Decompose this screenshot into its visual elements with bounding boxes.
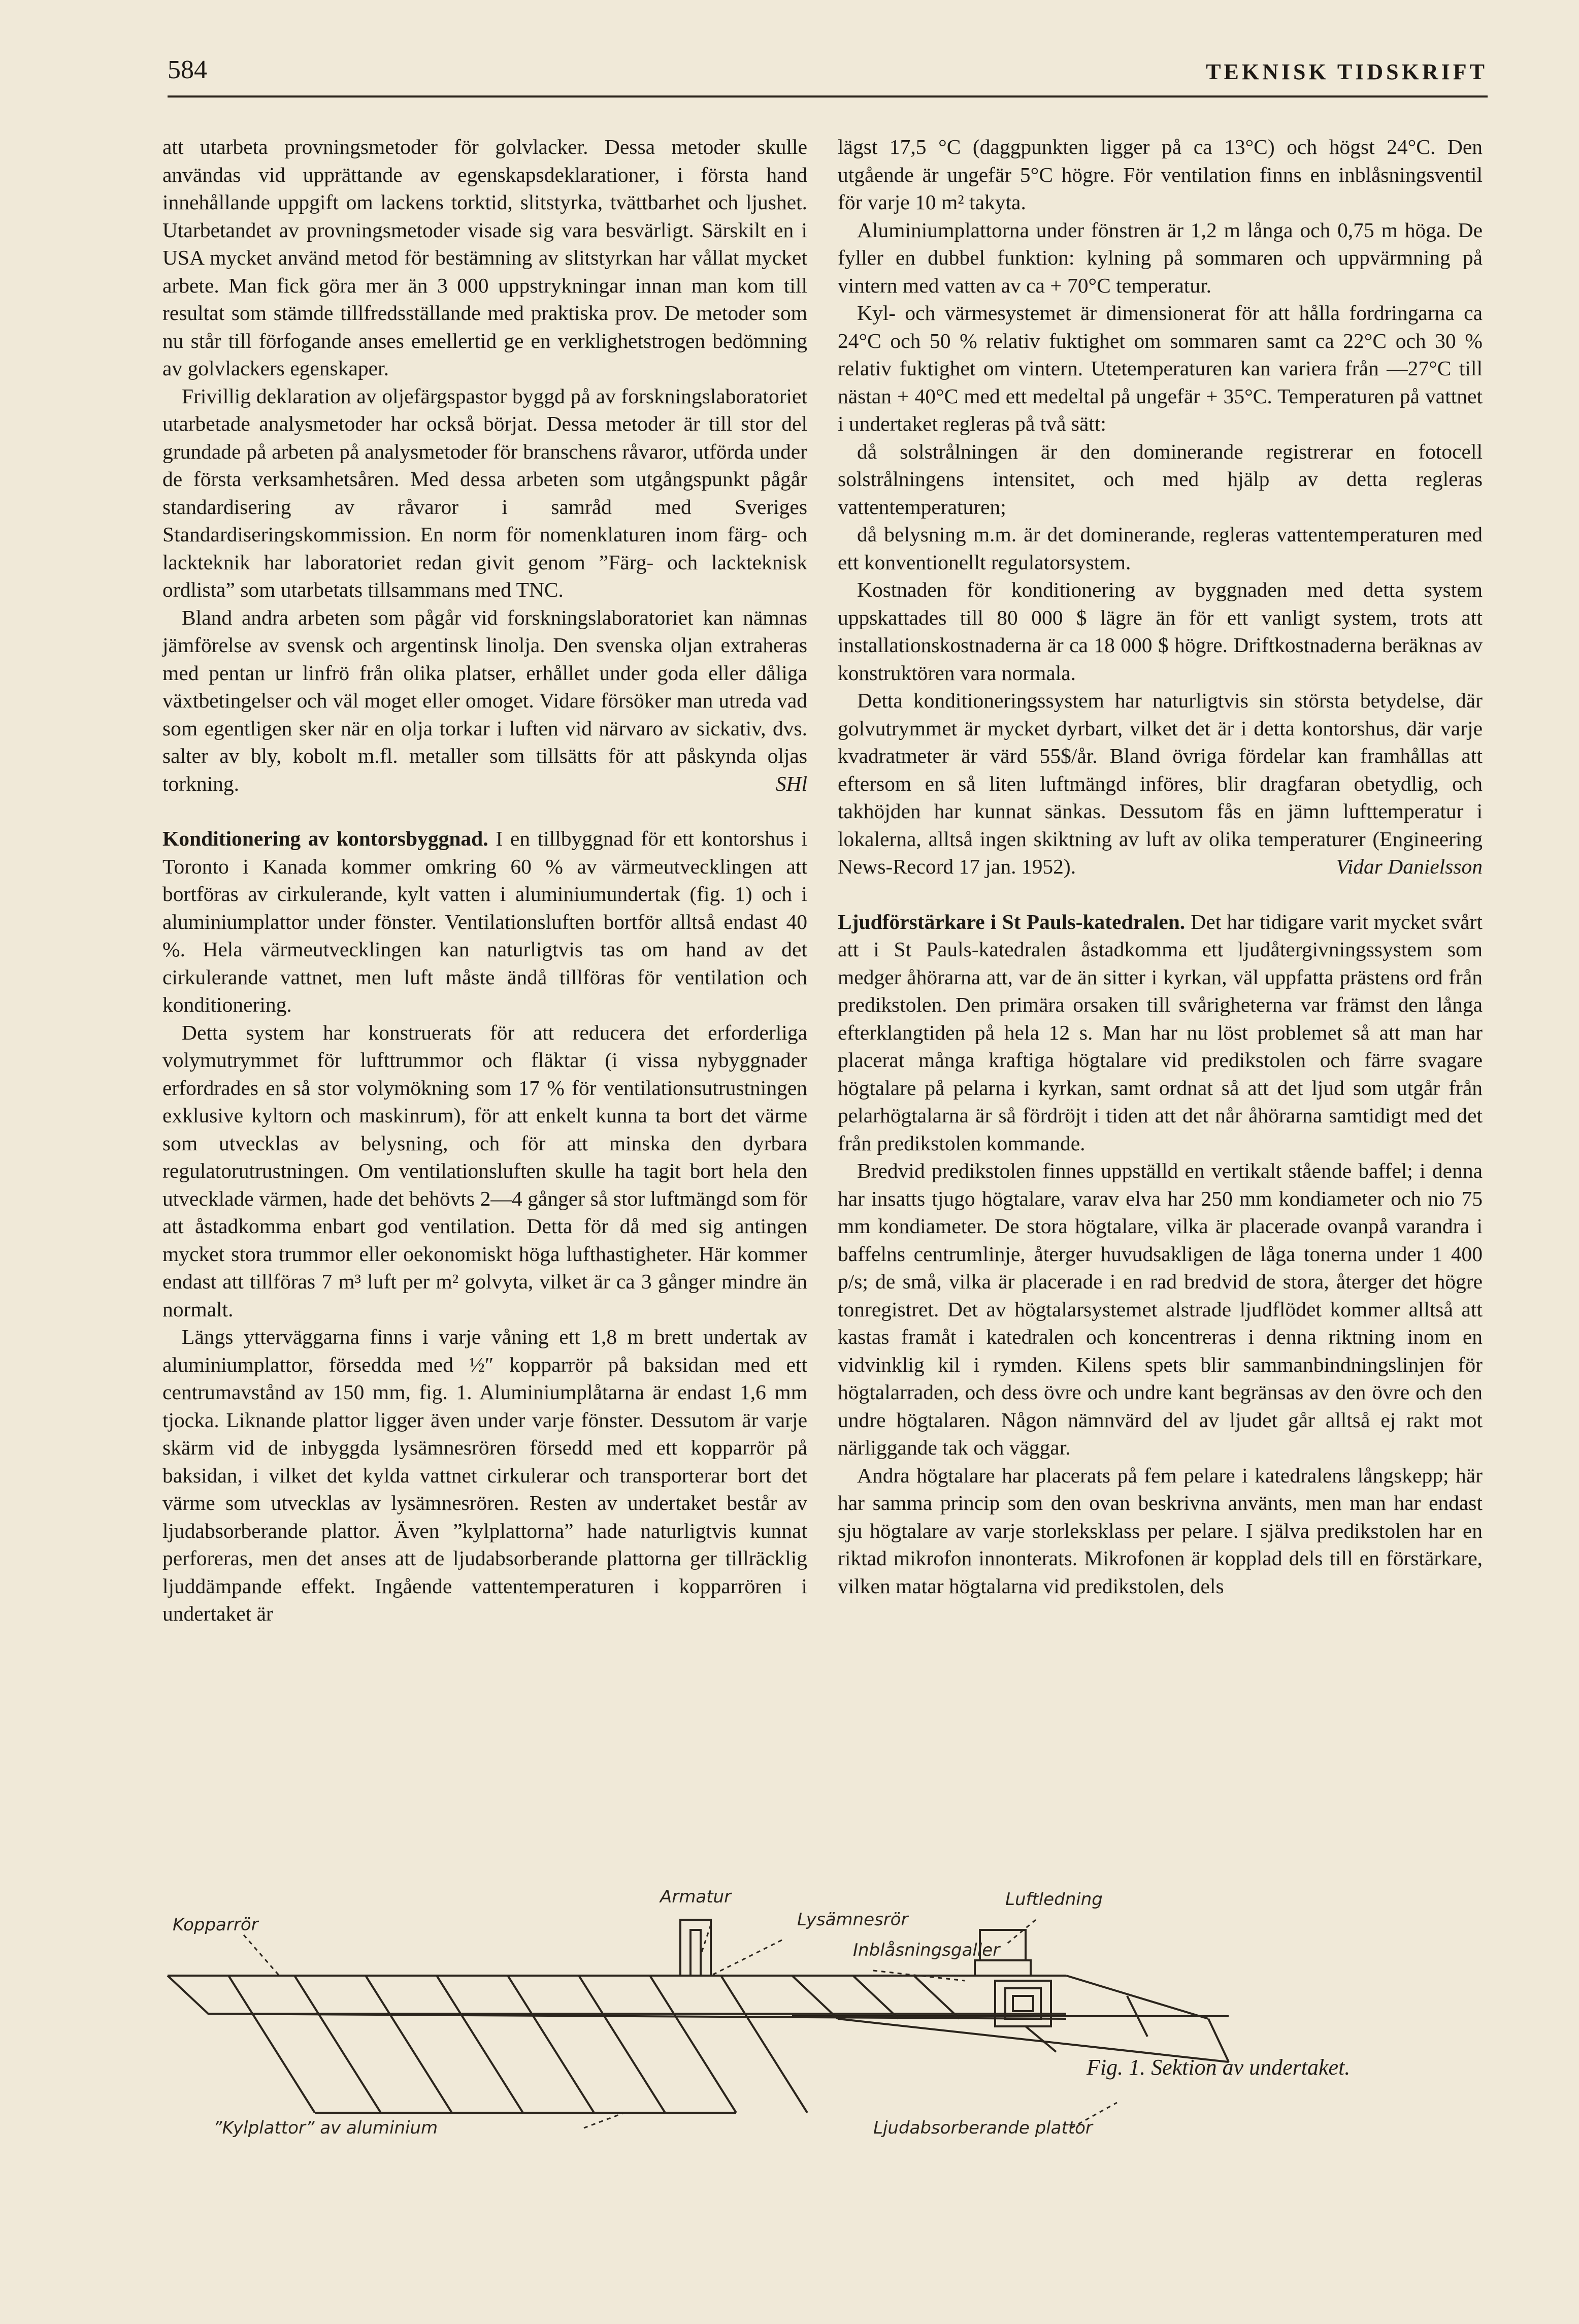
paragraph: då solstrålningen är den dominerande registrerar en fotocell solstrålningens intensitet, och med hjälp av detta regleras vattentemperaturen; [838, 439, 1483, 519]
label-kopparror: Kopparrör [173, 1915, 258, 1935]
paragraph: Kostnaden för konditionering av byggnaden med detta system uppskattades till 80 000 $ lägre än för ett vanligt system, trots att installationskostnaderna är ca 18 000 $ högre. Driftkostnaderna beräknas av konstruktören vara normala. [838, 578, 1483, 685]
section-konditionering [162, 825, 807, 1019]
label-kylplattor: ”Kylplattor” av aluminium [213, 2118, 438, 2138]
paragraph-text: Bland andra arbeten som pågår vid forskningslaboratoriet kan nämnas jämförelse av svensk och argentinsk linolja. Den svenska oljan extraheras med pentan ur linfrö från olika platser, erhållet under goda eller dåliga växtbetingelser och väl moget eller omoget. Vidare försöker man utreda vad som egentligen sker när en olja torkar i luften vid närvaro av sickativ, dvs. salter av bly, kobolt m.fl. metaller som tillsätts för att påskynda oljas torkning. [162, 605, 807, 795]
paragraph [838, 687, 1483, 881]
paragraph: att utarbeta provningsmetoder för golvlacker. Dessa metoder skulle användas vid upprättande av egenskapsdeklarationer, i första hand innehållande uppgift om lackens torktid, slitstyrka, tvättbarhet och ljushet. Utarbetandet av provningsmetoder visade sig vara besvärligt. Särskilt en i USA mycket använd metod för bestämning av slitstyrkan har vållat mycket arbete. Man fick göra mer än 3 000 uppstrykningar innan man kom till resultat som stämde tillfredsställande med praktiska prov. De metoder som nu står till förfogande anses emellertid ge en verklighetstrogen bedömning av golvlackers egenskaper. [162, 135, 807, 380]
paragraph: Längs ytterväggarna finns i varje våning ett 1,8 m brett undertak av aluminiumplattor, försedda med ½″ kopparrör på baksidan med ett centrumavstånd av 150 mm, fig. 1. Aluminiumplåtarna är endast 1,6 mm tjocka. Liknande plattor ligger även under varje fönster. Dessutom är varje skärm vid de inbyggda lysämnesrören försedd med ett kopparrör på baksidan, i vilket det kylda vattnet cirkulerar och transporterar bort det värme som utvecklas av lysämnesrören. Resten av undertaket består av ljudabsorberande plattor. Även ”kylplattorna” hade naturligtvis kunnat perforeras, men det anses att de ljudabsorberande plattorna ger tillräcklig ljuddämpande effekt. Ingående vattentemperaturen i kopparrören i undertaket är [162, 1325, 807, 1625]
paragraph: Frivillig deklaration av oljefärgspastor byggd på av forskningslaboratoriet utarbetade analysmetoder har också börjat. Dessa metoder är till stor del grundade på arbeten på analysmetoder för branschens råvaror, utförda under de första verksamhetsåren. Med dessa arbeten som utgångspunkt pågår standardisering av råvaror i samråd med Sveriges Standardiseringskommission. En norm för nomenklaturen inom färg- och lackteknik har laboratoriet redan givit genom ”Färg- och lackteknisk ordlista” som utarbetats tillsammans med TNC. [162, 384, 807, 601]
paragraph: Kyl- och värmesystemet är dimensionerat för att hålla fordringarna ca 24°C och 50 % relativ fuktighet om sommaren samt ca 22°C och 30 % relativ fuktighet om vintern. Utetemperaturen kan variera från —27°C till nästan + 40°C med ett medeltal på ungefär + 35°C. Temperaturen på vattnet i undertaket regleras på två sätt: [838, 301, 1483, 435]
author-signature: Vidar Danielsson [1336, 855, 1483, 878]
figure-ceiling-section [162, 1887, 1523, 2153]
page-number: 584 [168, 55, 207, 84]
label-ljudabsorberande: Ljudabsorberande plattor [873, 2118, 1093, 2138]
paragraph-text: I en tillbyggnad för ett kontorshus i Toronto i Kanada kommer omkring 60 % av värmeutvecklingen att bortföras av cirkulerande, kylt vatten i aluminiumundertak (fig. 1) och i aluminiumplattor under fönster. Ventilationsluften bortför alltså endast 40 %. Hela värmeutvecklingen kan naturligtvis tas om hand av det cirkulerande vattnet, men luft måste ändå tillföras för ventilation och konditionering. [162, 827, 807, 1016]
paragraph: Detta system har konstruerats för att reducera det erforderliga volymutrymmet för lufttrummor och fläktar (i vissa nybyggnader erfordrades en så stor volymökning som 17 % för ventilationsutrustningen exklusive kyltorn och maskinrum), för att enkelt kunna ta bort det värme som utvecklas av belysning, och för att minska den dyrbara regulatorutrustningen. Om ventilationsluften skulle ha tagit bort hela den utvecklade värmen, hade det behövts 2—4 gånger så stor luftmängd som för att åstadkomma enbart god ventilation. Detta för då med sig antingen mycket stora trummor eller oekonomiskt höga lufthastigheter. Här kommer endast att tillföras 7 m³ luft per m² golvyta, vilket är ca 3 gånger mindre än normalt. [162, 1020, 807, 1321]
section-heading: Ljudförstärkare i St Pauls-katedralen. [838, 910, 1186, 933]
paragraph-text: Detta konditioneringssystem har naturligtvis sin största betydelse, där golvutrymmet är mycket dyrbart, vilket det är i detta kontorshus, där varje kvadratmeter är värd 55$/år. Bland övriga fördelar kan framhållas att eftersom en så liten luftmängd införes, blir dragfaran obetydlig, och takhöjden har kunnat sänkas. Dessutom fås en jämn lufttemperatur i lokalerna, alltså ingen skiktning av luft av olika temperaturer (Engineering News-Record 17 jan. 1952). [838, 689, 1483, 878]
paragraph: då belysning m.m. är det dominerande, regleras vattentemperaturen med ett konventionellt regulatorsystem. [838, 523, 1483, 574]
section-heading: Konditionering av kontorsbyggnad. [162, 827, 488, 850]
page-header [168, 55, 1488, 98]
left-column [162, 133, 807, 1628]
paragraph: lägst 17,5 °C (daggpunkten ligger på ca 13°C) och högst 24°C. Den utgående är ungefär 5°C högre. För ventilation finns en inblåsningsventil för varje 10 m² takyta. [838, 135, 1483, 214]
author-signature: SHl [775, 771, 807, 795]
label-lysamnesror: Lysämnesrör [797, 1910, 908, 1930]
journal-title: TEKNISK TIDSKRIFT [1206, 59, 1488, 84]
paragraph: Aluminiumplattorna under fönstren är 1,2 m långa och 0,75 m höga. De fyller en dubbel funktion: kylning på sommaren och uppvärmning på vintern med vatten av ca + 70°C temperatur. [838, 218, 1483, 297]
paragraph: Bredvid predikstolen finnes uppställd en vertikalt stående baffel; i denna har insatts tjugo högtalare, varav elva har 250 mm kondiameter och nio 75 mm kondiameter. De stora högtalare, vilka är placerade ovanpå varandra i baffelns centrumlinje, återger huvudsakligen de låga tonerna under 1 400 p/s; de små, vilka är placerade i en rad bredvid de stora, återger det högre tonregistret. Det av högtalarsystemet alstrade ljudflödet kommer alltså att kastas framåt i katedralen och koncentreras i denna riktning inom en vidvinklig kil i rymden. Kilens spets blir sammanbindningslinjen för högtalarraden, och dess övre och undre kant begränsas av den övre och den undre högtalaren. Någon nämnvärd del av ljudet går alltså ej rakt mot närliggande tak och väggar. [838, 1159, 1483, 1459]
paragraph-text: Det har tidigare varit mycket svårt att i St Pauls-katedralen åstadkomma ett ljudåtergivningssystem som medger åhörarna att, var de än sitter i kyrkan, väl uppfatta prästens ord från predikstolen. Den primära orsaken till svårigheterna var främst den långa efterklangtiden på hela 12 s. Man har nu löst problemet så att man har placerat många kraftiga högtalare vid predikstolen och färre svagare högtalare på pelarna i kyrkan, samt ordnat så att det ljud som utgår från pelarhögtalarna är så fördröjt i tiden att det når åhörarna samtidigt med det från predikstolen kommande. [838, 910, 1483, 1155]
section-ljudforstarkare [838, 908, 1483, 1157]
label-luftledning: Luftledning [1005, 1889, 1103, 1910]
ceiling-section-drawing [162, 1899, 1523, 2153]
label-inblasningsgaller: Inblåsningsgaller [853, 1940, 1000, 1960]
figure-caption: Fig. 1. Sektion av undertaket. [1087, 2055, 1351, 2080]
label-armatur: Armatur [660, 1887, 732, 1907]
paragraph: Andra högtalare har placerats på fem pelare i katedralens långskepp; här har samma princip som den ovan beskrivna använts, men man har endast sju högtalare av varje storleksklass per pelare. I själva predikstolen har en riktad mikrofon innonterats. Mikrofonen är kopplad dels till en förstärkare, vilken matar högtalarna vid predikstolen, dels [838, 1463, 1483, 1598]
right-column [838, 133, 1483, 1600]
paragraph [162, 604, 807, 798]
